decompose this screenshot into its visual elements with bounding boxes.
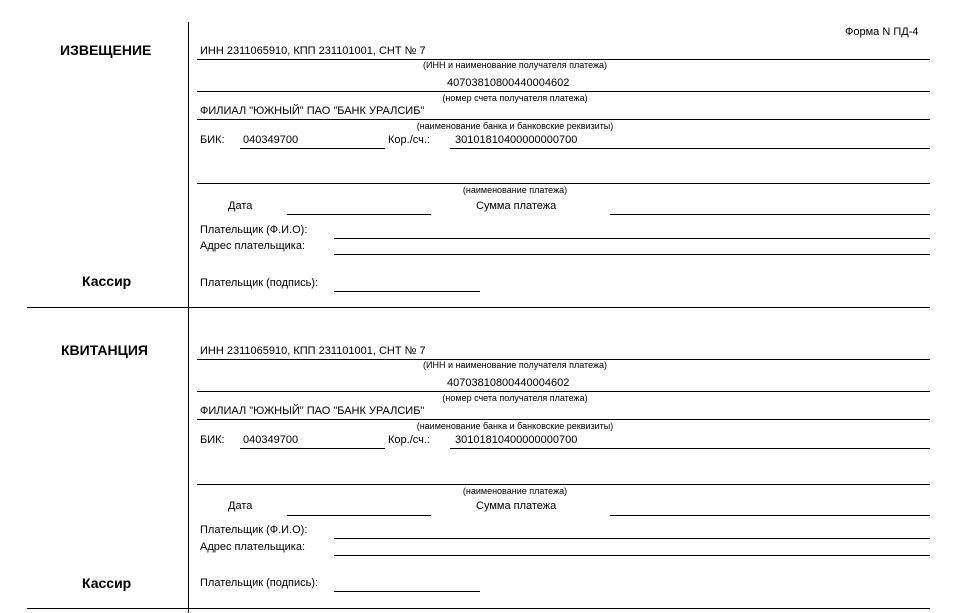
form-code: Форма N ПД-4	[845, 26, 919, 38]
account-caption: (номер счета получателя платежа)	[442, 93, 588, 103]
signature-label: Плательщик (подпись):	[200, 577, 319, 589]
kor-label: Кор./сч.:	[388, 134, 430, 146]
signature-line	[334, 591, 480, 592]
bank-value: ФИЛИАЛ "ЮЖНЫЙ" ПАО "БАНК УРАЛСИБ"	[200, 105, 425, 117]
payment-line	[197, 484, 930, 485]
account-line	[197, 391, 930, 392]
kor-line	[450, 148, 930, 149]
bank-caption: (наименование банка и банковские реквизиты)	[416, 421, 614, 431]
payment-line	[197, 183, 930, 184]
address-line	[334, 254, 930, 255]
account-value: 40703810800440004602	[447, 377, 570, 389]
kor-value: 30101810400000000700	[455, 134, 578, 146]
bank-caption: (наименование банка и банковские реквизиты)	[416, 121, 614, 131]
kor-label: Кор./сч.:	[388, 434, 430, 446]
bank-value: ФИЛИАЛ "ЮЖНЫЙ" ПАО "БАНК УРАЛСИБ"	[200, 405, 425, 417]
bank-line	[197, 419, 930, 420]
recipient-caption: (ИНН и наименование получателя платежа)	[422, 360, 608, 370]
kor-value: 30101810400000000700	[455, 434, 578, 446]
signature-label: Плательщик (подпись):	[200, 277, 319, 289]
payer-label: Плательщик (Ф.И.О):	[200, 224, 308, 236]
signature-line	[334, 291, 480, 292]
section-title: ИЗВЕЩЕНИЕ	[60, 42, 152, 58]
recipient-value: ИНН 2311065910, КПП 231101001, СНТ № 7	[200, 45, 426, 57]
date-line	[287, 214, 431, 215]
bank-line	[197, 119, 930, 120]
payment-caption: (наименование платежа)	[462, 486, 568, 496]
date-line	[287, 515, 431, 516]
bik-line	[240, 448, 385, 449]
section-divider	[27, 307, 930, 308]
bik-value: 040349700	[243, 134, 299, 146]
account-value: 40703810800440004602	[447, 77, 570, 89]
bik-label: БИК:	[200, 134, 225, 146]
bik-line	[240, 148, 385, 149]
bik-value: 040349700	[243, 434, 299, 446]
kor-line	[450, 448, 930, 449]
address-label: Адрес плательщика:	[200, 240, 306, 252]
recipient-caption: (ИНН и наименование получателя платежа)	[422, 60, 608, 70]
address-line	[334, 555, 930, 556]
account-line	[197, 91, 930, 92]
bottom-border	[27, 608, 930, 609]
sum-line	[610, 515, 930, 516]
column-divider	[188, 22, 189, 613]
section-title: КВИТАНЦИЯ	[61, 342, 148, 358]
sum-label: Сумма платежа	[476, 200, 557, 212]
sum-label: Сумма платежа	[476, 500, 557, 512]
cashier-label: Кассир	[82, 575, 132, 591]
recipient-value: ИНН 2311065910, КПП 231101001, СНТ № 7	[200, 345, 426, 357]
date-label: Дата	[228, 500, 253, 512]
sum-line	[610, 214, 930, 215]
payer-label: Плательщик (Ф.И.О):	[200, 524, 308, 536]
cashier-label: Кассир	[82, 273, 132, 289]
payer-line	[334, 538, 930, 539]
address-label: Адрес плательщика:	[200, 541, 306, 553]
account-caption: (номер счета получателя платежа)	[442, 393, 588, 403]
bik-label: БИК:	[200, 434, 225, 446]
date-label: Дата	[228, 200, 253, 212]
payment-caption: (наименование платежа)	[462, 185, 568, 195]
payer-line	[334, 238, 930, 239]
